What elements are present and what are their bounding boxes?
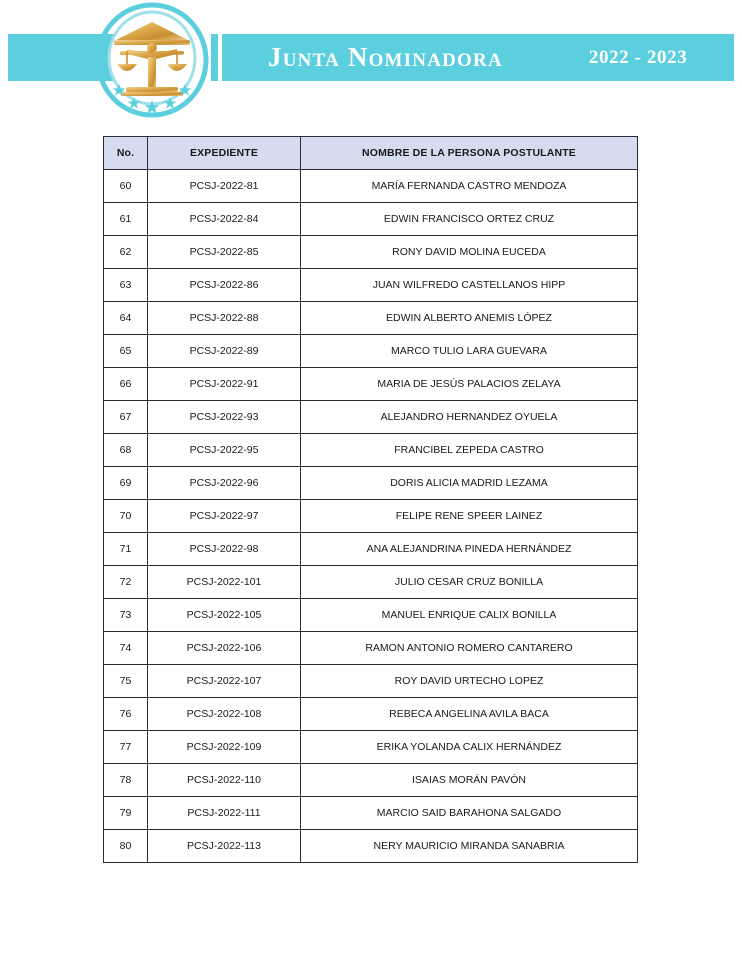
- cell-no: 63: [104, 269, 148, 302]
- table-row: [104, 500, 638, 533]
- cell-expediente: PCSJ-2022-89: [148, 335, 301, 368]
- cell-expediente: PCSJ-2022-85: [148, 236, 301, 269]
- table-row: [104, 236, 638, 269]
- cell-expediente: PCSJ-2022-111: [148, 797, 301, 830]
- column-header-no: No.: [104, 137, 148, 170]
- column-header-nombre: NOMBRE DE LA PERSONA POSTULANTE: [301, 137, 638, 170]
- cell-expediente: PCSJ-2022-109: [148, 731, 301, 764]
- table-row: [104, 764, 638, 797]
- cell-no: 75: [104, 665, 148, 698]
- cell-no: 70: [104, 500, 148, 533]
- cell-nombre: MARCIO SAID BARAHONA SALGADO: [301, 797, 638, 830]
- table-row: [104, 401, 638, 434]
- cell-nombre: MARIA DE JESÚS PALACIOS ZELAYA: [301, 368, 638, 401]
- cell-nombre: FRANCIBEL ZEPEDA CASTRO: [301, 434, 638, 467]
- cell-nombre: RONY DAVID MOLINA EUCEDA: [301, 236, 638, 269]
- cell-no: 73: [104, 599, 148, 632]
- cell-nombre: EDWIN FRANCISCO ORTEZ CRUZ: [301, 203, 638, 236]
- cell-expediente: PCSJ-2022-105: [148, 599, 301, 632]
- cell-nombre: ANA ALEJANDRINA PINEDA HERNÁNDEZ: [301, 533, 638, 566]
- header-band-right: [222, 34, 734, 81]
- cell-nombre: ERIKA YOLANDA CALIX HERNÁNDEZ: [301, 731, 638, 764]
- table-body: [104, 170, 638, 863]
- table-row: [104, 665, 638, 698]
- cell-no: 78: [104, 764, 148, 797]
- cell-nombre: NERY MAURICIO MIRANDA SANABRIA: [301, 830, 638, 863]
- table-row: [104, 368, 638, 401]
- table-row: [104, 170, 638, 203]
- cell-expediente: PCSJ-2022-86: [148, 269, 301, 302]
- organization-title: Junta Nominadora: [268, 42, 503, 72]
- cell-nombre: REBECA ANGELINA AVILA BACA: [301, 698, 638, 731]
- cell-no: 79: [104, 797, 148, 830]
- table-header-row-group: [104, 137, 638, 170]
- table-row: [104, 599, 638, 632]
- table-row: [104, 797, 638, 830]
- cell-no: 77: [104, 731, 148, 764]
- cell-nombre: ROY DAVID URTECHO LOPEZ: [301, 665, 638, 698]
- period-label: 2022 - 2023: [588, 46, 688, 68]
- table-row: [104, 566, 638, 599]
- cell-expediente: PCSJ-2022-91: [148, 368, 301, 401]
- cell-expediente: PCSJ-2022-113: [148, 830, 301, 863]
- cell-no: 69: [104, 467, 148, 500]
- cell-no: 62: [104, 236, 148, 269]
- cell-nombre: DORIS ALICIA MADRID LEZAMA: [301, 467, 638, 500]
- cell-no: 74: [104, 632, 148, 665]
- cell-expediente: PCSJ-2022-95: [148, 434, 301, 467]
- cell-no: 71: [104, 533, 148, 566]
- table-row: [104, 533, 638, 566]
- column-header-expediente: EXPEDIENTE: [148, 137, 301, 170]
- cell-no: 76: [104, 698, 148, 731]
- cell-no: 80: [104, 830, 148, 863]
- cell-no: 65: [104, 335, 148, 368]
- cell-no: 67: [104, 401, 148, 434]
- cell-no: 60: [104, 170, 148, 203]
- cell-nombre: ALEJANDRO HERNANDEZ OYUELA: [301, 401, 638, 434]
- cell-no: 68: [104, 434, 148, 467]
- cell-nombre: JUAN WILFREDO CASTELLANOS HIPP: [301, 269, 638, 302]
- cell-nombre: MARÍA FERNANDA CASTRO MENDOZA: [301, 170, 638, 203]
- cell-no: 72: [104, 566, 148, 599]
- table-row: [104, 434, 638, 467]
- cell-nombre: JULIO CESAR CRUZ BONILLA: [301, 566, 638, 599]
- table-row: [104, 302, 638, 335]
- table-row: [104, 335, 638, 368]
- table-row: [104, 203, 638, 236]
- cell-expediente: PCSJ-2022-98: [148, 533, 301, 566]
- cell-no: 64: [104, 302, 148, 335]
- table-row: [104, 731, 638, 764]
- cell-expediente: PCSJ-2022-84: [148, 203, 301, 236]
- cell-expediente: PCSJ-2022-88: [148, 302, 301, 335]
- cell-expediente: PCSJ-2022-110: [148, 764, 301, 797]
- postulantes-table: [103, 136, 638, 863]
- cell-expediente: PCSJ-2022-81: [148, 170, 301, 203]
- postulantes-table-container: [103, 136, 637, 863]
- table-row: [104, 269, 638, 302]
- cell-nombre: FELIPE RENE SPEER LAINEZ: [301, 500, 638, 533]
- cell-no: 66: [104, 368, 148, 401]
- scales-of-justice-emblem-icon: [93, 2, 211, 118]
- cell-nombre: RAMON ANTONIO ROMERO CANTARERO: [301, 632, 638, 665]
- cell-expediente: PCSJ-2022-106: [148, 632, 301, 665]
- cell-nombre: MANUEL ENRIQUE CALIX BONILLA: [301, 599, 638, 632]
- cell-expediente: PCSJ-2022-97: [148, 500, 301, 533]
- cell-nombre: EDWIN ALBERTO ANEMIS LÓPEZ: [301, 302, 638, 335]
- cell-expediente: PCSJ-2022-93: [148, 401, 301, 434]
- cell-no: 61: [104, 203, 148, 236]
- cell-nombre: MARCO TULIO LARA GUEVARA: [301, 335, 638, 368]
- table-row: [104, 632, 638, 665]
- cell-expediente: PCSJ-2022-96: [148, 467, 301, 500]
- cell-expediente: PCSJ-2022-108: [148, 698, 301, 731]
- table-row: [104, 467, 638, 500]
- cell-expediente: PCSJ-2022-101: [148, 566, 301, 599]
- header-band-right-cap: [211, 34, 218, 81]
- table-row: [104, 830, 638, 863]
- table-header-row: [104, 137, 638, 170]
- cell-nombre: ISAIAS MORÁN PAVÓN: [301, 764, 638, 797]
- cell-expediente: PCSJ-2022-107: [148, 665, 301, 698]
- table-row: [104, 698, 638, 731]
- page-header: [0, 0, 742, 120]
